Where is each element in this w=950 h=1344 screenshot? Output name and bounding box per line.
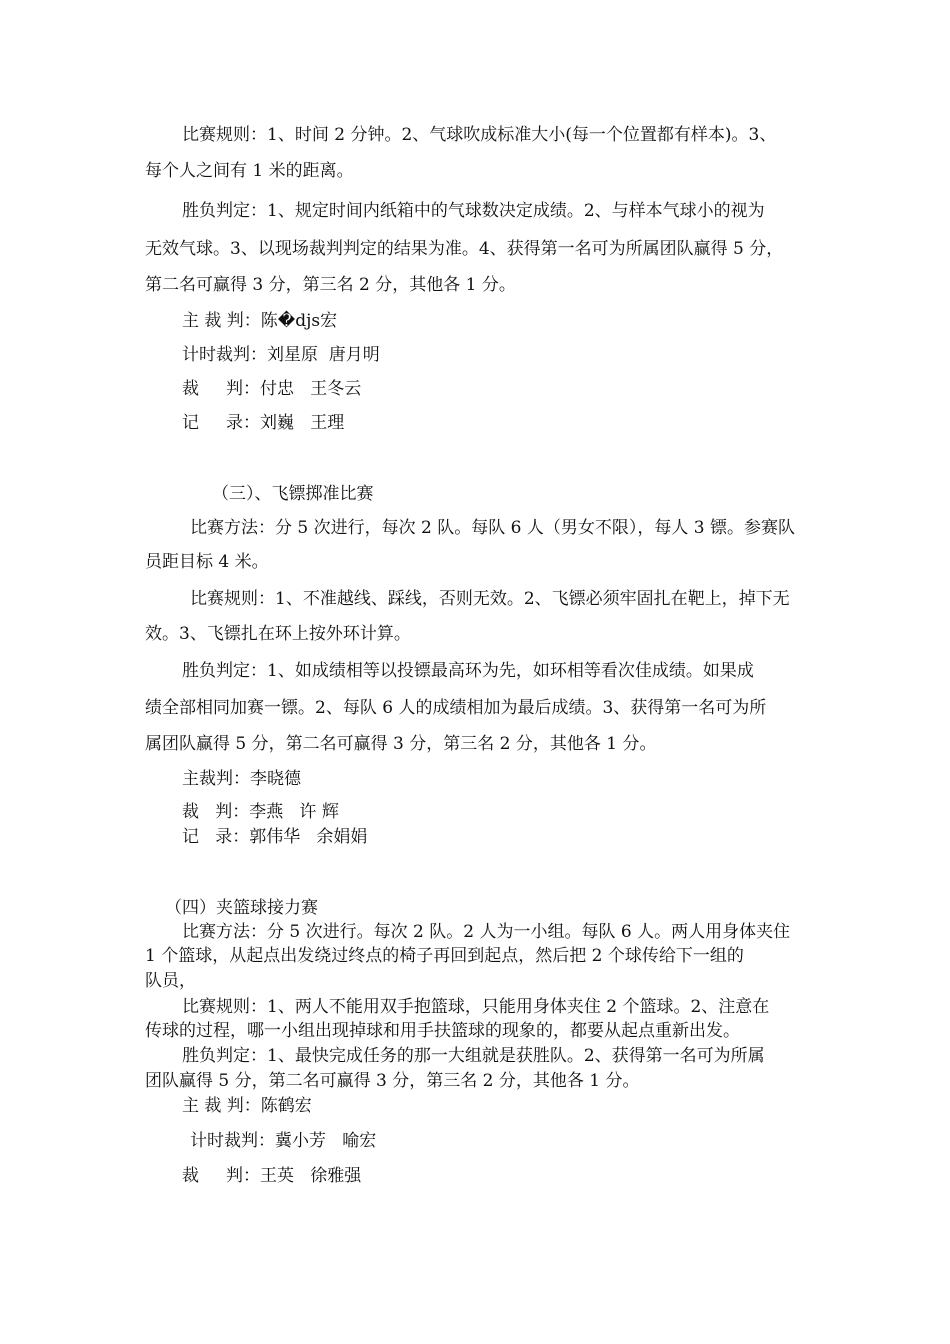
s3-title: （三）、飞镖掷准比赛 [212,484,374,504]
s2-judge-line-3: 第二名可赢得 3 分，第三名 2 分，其他各 1 分。 [145,275,516,295]
s3-judge-line-2: 绩全部相同加赛一镖。2、每队 6 人的成绩相加为最后成绩。3、获得第一名可为所 [145,698,767,718]
s3-judge-line-1: 胜负判定：1、如成绩相等以投镖最高环为先，如环相等看次佳成绩。如果成 [182,661,754,681]
s2-judge-line-1: 胜负判定：1、规定时间内纸箱中的气球数决定成绩。2、与样本气球小的视为 [182,201,765,221]
s3-rules-line-1: 比赛规则：1、不准越线、踩线，否则无效。2、飞镖必须牢固扎在靶上，掉下无 [190,589,790,609]
s4-title: （四）夹篮球接力赛 [165,898,318,918]
s2-rules-line-2: 每个人之间有 1 米的距离。 [145,161,354,181]
s4-rules-line-1: 比赛规则：1、两人不能用双手抱篮球，只能用身体夹住 2 个篮球。2、注意在 [182,997,770,1017]
s2-judge-line-2: 无效气球。3、以现场裁判判定的结果为准。4、获得第一名可为所属团队赢得 5 分， [145,239,784,259]
s4-judge-line-2: 团队赢得 5 分，第二名可赢得 3 分，第三名 2 分，其他各 1 分。 [145,1071,640,1091]
s4-method-line-2: 1 个篮球，从起点出发绕过终点的椅子再回到起点，然后把 2 个球传给下一组的 [145,946,744,966]
s4-method-line-3: 队员， [145,971,196,991]
s4-chief-referee: 主 裁 判：陈鹤宏 [182,1096,312,1116]
s4-method-line-1: 比赛方法：分 5 次进行。每次 2 队。2 人为一小组。每队 6 人。两人用身体夹住 [182,922,791,942]
s3-method-line-2: 员距目标 4 米。 [145,552,269,572]
s2-recorder: 记 录：刘巍 王理 [182,413,345,433]
s2-referee: 裁 判：付忠 王冬云 [182,379,362,399]
s4-timer-referee: 计时裁判：冀小芳 喻宏 [190,1131,377,1151]
s4-referee: 裁 判：王英 徐雅强 [182,1166,362,1186]
s3-chief-referee: 主裁判：李晓德 [182,769,301,789]
s3-rules-line-2: 效。3、飞镖扎在环上按外环计算。 [145,624,411,644]
s4-judge-line-1: 胜负判定：1、最快完成任务的那一大组就是获胜队。2、获得第一名可为所属 [182,1046,765,1066]
s2-rules-line-1: 比赛规则：1、时间 2 分钟。2、气球吹成标准大小(每一个位置都有样本)。3、 [182,125,777,145]
s2-chief-referee: 主 裁 判：陈�djs宏 [182,311,338,331]
s2-timer-referee: 计时裁判：刘星原 唐月明 [182,345,380,365]
s3-judge-line-3: 属团队赢得 5 分，第二名可赢得 3 分，第三名 2 分，其他各 1 分。 [145,734,657,754]
s3-referee: 裁 判：李燕 许 辉 [182,802,339,822]
s4-rules-line-2: 传球的过程，哪一小组出现掉球和用手扶篮球的现象的，都要从起点重新出发。 [145,1021,740,1041]
s3-method-line-1: 比赛方法：分 5 次进行，每次 2 队。每队 6 人（男女不限），每人 3 镖。参赛队 [190,518,795,538]
s3-recorder: 记 录：郭伟华 余娟娟 [182,827,368,847]
